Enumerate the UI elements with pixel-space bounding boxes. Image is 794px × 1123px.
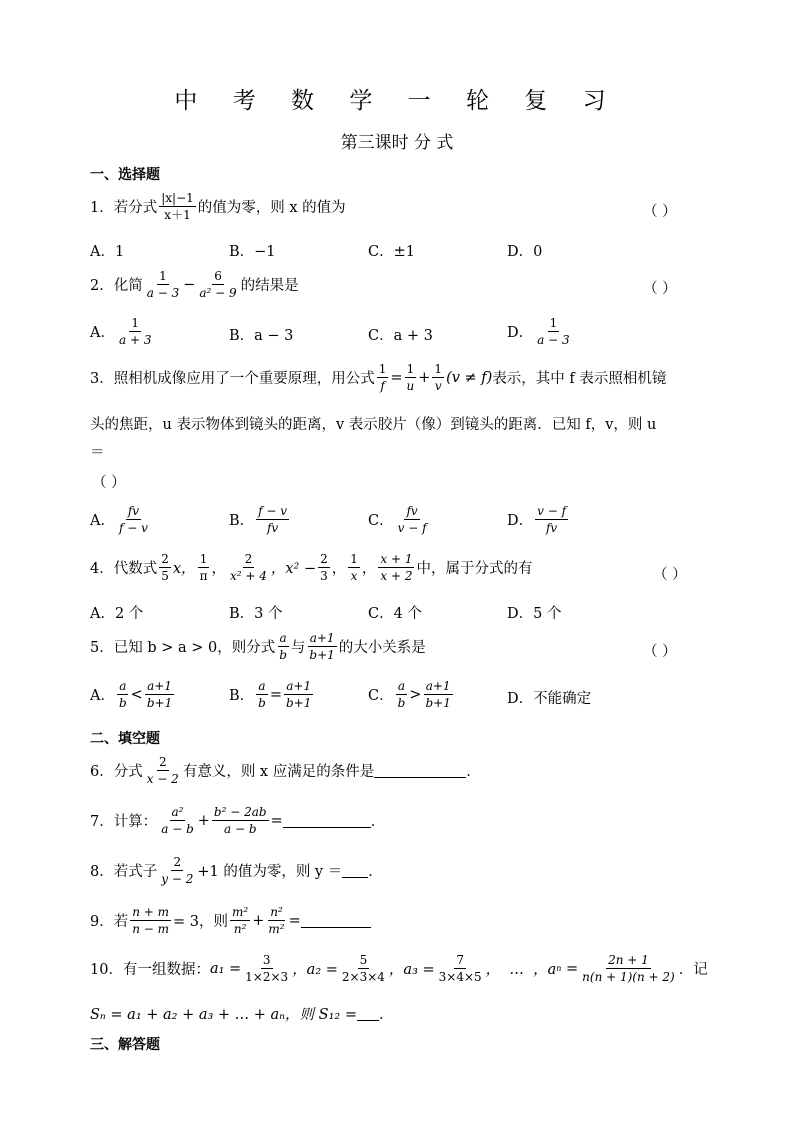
term-a2: ，a₂ =	[292, 962, 338, 978]
formula-fraction-f	[377, 363, 389, 392]
question-1	[90, 192, 346, 221]
question-7-fraction-1	[159, 806, 196, 835]
answer-blank-7[interactable]	[283, 813, 371, 828]
question-7-fraction-2	[212, 806, 269, 835]
fraction-numerator: 1	[159, 269, 167, 283]
fraction-denominator: n − m	[132, 922, 170, 936]
option-fraction-right	[284, 680, 313, 709]
fraction-denominator: 3	[320, 569, 328, 583]
question-10-line-1-suffix: ．记	[678, 962, 708, 978]
fraction-denominator: b+1	[286, 696, 312, 710]
fraction-denominator: n²	[233, 922, 247, 936]
question-8	[90, 856, 383, 885]
fraction-numerator: fv	[406, 504, 418, 518]
question-6-prefix: 6．分式	[90, 764, 143, 780]
option-label: D．	[507, 325, 534, 341]
question-8-fraction	[159, 856, 195, 885]
option-label: D．	[507, 513, 534, 529]
plus-sign: +	[418, 369, 431, 386]
expr-separator: ，	[361, 561, 377, 577]
relation-sign: <	[130, 686, 143, 703]
question-9-condition-fraction	[130, 906, 171, 935]
fraction-numerator: 2n + 1	[608, 953, 649, 967]
fraction-numerator: 5	[359, 953, 368, 967]
fraction-denominator: 1×2×3	[245, 970, 289, 984]
option-label: C．	[368, 688, 394, 704]
subscript-n: n	[556, 964, 562, 973]
question-8-middle: +1 的值为零，则 y ＝	[197, 864, 343, 880]
fraction-denominator: a² − 9	[199, 286, 237, 300]
answer-blank-6[interactable]	[374, 763, 466, 778]
answer-bracket-1: （ ）	[643, 204, 677, 220]
option-fraction-left	[117, 680, 129, 709]
question-5-fraction-1	[277, 632, 289, 661]
fraction-numerator: a+1	[147, 679, 172, 693]
fraction-denominator: a − 3	[146, 286, 180, 300]
fraction-denominator: b+1	[146, 696, 173, 710]
fraction-denominator: x + 2	[380, 569, 413, 583]
question-3-option-d	[507, 505, 570, 534]
fraction-numerator: 2	[158, 755, 167, 769]
fraction-numerator: f − v	[258, 504, 288, 518]
fraction-denominator: b	[118, 696, 127, 710]
expr-separator: ，x² −	[270, 561, 317, 577]
question-5-suffix: 的大小关系是	[338, 640, 426, 656]
fraction-denominator: x² + 4	[229, 569, 267, 583]
question-9-fraction-2	[266, 906, 286, 935]
expr-fraction-a	[159, 553, 171, 582]
fraction-denominator: v − f	[397, 521, 427, 535]
equals-sign: =	[288, 912, 301, 929]
fraction-denominator: f	[380, 379, 385, 393]
fraction-denominator: fv	[545, 521, 558, 535]
question-9-prefix: 9．若	[90, 914, 129, 930]
answer-blank-9[interactable]	[301, 913, 371, 928]
question-4-option-d: D．5 个	[507, 606, 562, 622]
option-label: A．	[90, 325, 115, 341]
fraction-numerator: a²	[171, 805, 184, 819]
fraction-numerator: a+1	[309, 631, 335, 645]
question-5-option-d: D．不能确定	[507, 691, 592, 707]
fraction-numerator: a	[258, 679, 266, 693]
option-fraction-left	[256, 680, 268, 709]
fraction-numerator: a+1	[425, 679, 451, 693]
page-subtitle: 第三课时 分 式	[340, 133, 454, 153]
option-fraction	[396, 505, 429, 534]
question-6-suffix: 有意义，则 x 应满足的条件是	[182, 764, 375, 780]
fraction-a1	[243, 954, 290, 983]
question-6-fraction	[145, 756, 181, 785]
sum-definition: Sₙ = a₁ + a₂ + a₃ + … + aₙ，则 S₁₂ =	[90, 1007, 357, 1023]
option-fraction	[256, 505, 289, 534]
question-2-fraction-1	[145, 270, 181, 299]
question-5-prefix: 5．已知 b > a > 0，则分式	[90, 640, 276, 656]
question-2-option-c: C．a + 3	[368, 328, 433, 344]
question-4-option-b: B．3 个	[229, 606, 283, 622]
plus-sign: +	[252, 912, 265, 929]
question-5-option-a	[90, 680, 176, 709]
answer-bracket-3: （ ）	[92, 475, 126, 491]
question-2-option-b: B．a − 3	[229, 328, 294, 344]
formula-fraction-u	[405, 363, 417, 392]
fraction-numerator: 1	[199, 552, 208, 566]
fraction-numerator: 2	[161, 552, 169, 566]
question-1-option-b: B．−1	[229, 244, 276, 260]
question-1-option-c: C．±1	[368, 244, 415, 260]
question-2-option-a	[90, 317, 155, 346]
period: ．	[378, 1007, 394, 1023]
fraction-numerator: b² − 2ab	[213, 805, 267, 819]
fraction-denominator: b	[279, 648, 287, 662]
question-9-fraction-1	[230, 906, 250, 935]
relation-sign: >	[409, 686, 422, 703]
fraction-denominator: 2×3×4	[341, 970, 385, 984]
option-label: C．	[368, 513, 394, 529]
option-fraction-right	[423, 680, 452, 709]
fraction-numerator: n²	[270, 905, 283, 919]
question-2-prefix: 2．化简	[90, 278, 143, 294]
question-2-fraction-2	[197, 270, 238, 299]
section-heading-fill-in: 二、填空题	[90, 731, 160, 747]
option-fraction	[117, 505, 150, 534]
expr-fraction-f	[378, 553, 414, 582]
fraction-denominator: f − v	[118, 521, 148, 535]
question-1-option-d: D．0	[507, 244, 543, 260]
expr-fraction-d	[318, 553, 330, 582]
answer-bracket-5: （ ）	[643, 644, 677, 660]
page-title: 中 考 数 学 一 轮 复 习	[174, 88, 620, 114]
option-fraction-left	[396, 680, 408, 709]
period: ．	[370, 814, 386, 830]
question-10-prefix: 10．有一组数据：	[90, 962, 210, 978]
relation-sign: =	[269, 686, 282, 703]
fraction-denominator: b	[258, 696, 266, 710]
question-6	[90, 756, 481, 785]
fraction-numerator: a	[397, 679, 406, 693]
question-4-option-a: A．2 个	[90, 606, 144, 622]
expr-fraction-e	[348, 553, 360, 582]
plus-sign: +	[197, 812, 210, 829]
fraction-numerator: 1	[378, 362, 387, 376]
fraction-denominator: u	[406, 379, 415, 393]
fraction-denominator: x	[350, 569, 358, 583]
term-a1: a₁ =	[209, 960, 242, 977]
section-heading-choice: 一、选择题	[90, 167, 160, 183]
question-2	[90, 270, 299, 299]
fraction-denominator: a − b	[161, 822, 194, 836]
fraction-numerator: a+1	[286, 679, 312, 693]
question-1-option-a: A．1	[90, 244, 125, 260]
option-label: B．	[229, 513, 255, 529]
fraction-numerator: 7	[456, 953, 464, 967]
question-7	[90, 806, 385, 835]
question-3-line-3: ＝	[90, 445, 105, 461]
fraction-denominator: y − 2	[161, 872, 194, 886]
fraction-numerator: x + 1	[380, 552, 413, 566]
fraction-denominator: v	[434, 379, 442, 393]
fraction-denominator: x＋1	[164, 208, 191, 222]
question-10-line-2	[90, 1003, 393, 1024]
ellipsis-term: ， … ，a	[485, 962, 557, 978]
question-2-option-d	[507, 317, 574, 346]
fraction-numerator: 3	[262, 953, 271, 967]
fraction-denominator: π	[199, 569, 208, 583]
fraction-numerator: n + m	[132, 905, 170, 919]
fraction-denominator: b	[397, 696, 406, 710]
question-4-suffix: 中，属于分式的有	[416, 561, 533, 577]
term-a3: ，a₃ =	[388, 962, 435, 978]
fraction-denominator: n(n + 1)(n + 2)	[582, 970, 675, 984]
option-fraction-right	[145, 680, 174, 709]
question-4-prefix: 4．代数式	[90, 561, 158, 577]
question-4-option-c: C．4 个	[368, 606, 422, 622]
question-3-option-c	[368, 505, 431, 534]
option-fraction	[535, 317, 571, 346]
period: ．	[466, 764, 481, 780]
expr-fraction-b	[198, 553, 210, 582]
answer-bracket-2: （ ）	[643, 281, 677, 297]
option-fraction	[117, 317, 153, 346]
question-3-prefix: 3．照相机成像应用了一个重要原理，用公式	[90, 371, 375, 387]
fraction-numerator: 2	[244, 552, 253, 566]
fraction-numerator: a	[279, 631, 287, 645]
fraction-denominator: 3×4×5	[438, 970, 482, 984]
question-3-option-a	[90, 505, 152, 534]
fraction-numerator: 2	[320, 552, 328, 566]
question-3-line-1	[90, 363, 666, 392]
answer-blank-8[interactable]	[342, 863, 368, 878]
fraction-numerator: 1	[131, 316, 140, 330]
expr-separator: ，	[211, 561, 226, 577]
fraction-denominator: a − b	[223, 822, 257, 836]
option-fraction	[535, 505, 568, 534]
question-8-prefix: 8．若式子	[90, 864, 158, 880]
question-1-fraction	[159, 192, 196, 221]
period: ．	[368, 864, 383, 880]
question-5-option-b	[229, 680, 315, 709]
fraction-numerator: v − f	[537, 504, 567, 518]
fraction-denominator: x − 2	[146, 772, 179, 786]
minus-sign: −	[183, 276, 196, 293]
question-5-connector: 与	[290, 640, 306, 656]
question-5-fraction-2	[307, 632, 336, 661]
formula-condition: (v ≠ f)	[446, 369, 493, 386]
fraction-numerator: |x|−1	[161, 191, 194, 205]
fraction-numerator: 1	[434, 362, 443, 376]
option-label: A．	[90, 513, 115, 529]
equals-sign: =	[561, 960, 579, 977]
fraction-numerator: m²	[232, 905, 249, 919]
fraction-denominator: m²	[268, 922, 285, 936]
fraction-numerator: 1	[549, 316, 558, 330]
section-heading-solve: 三、解答题	[90, 1037, 160, 1053]
question-1-suffix: 的值为零，则 x 的值为	[197, 200, 346, 216]
fraction-denominator: 5	[161, 569, 169, 583]
question-10-line-1	[90, 954, 708, 983]
question-2-suffix: 的结果是	[240, 278, 299, 294]
fraction-numerator: 1	[406, 362, 415, 376]
question-3-option-b	[229, 505, 291, 534]
question-5-option-c	[368, 680, 455, 709]
fraction-denominator: a − 3	[537, 333, 570, 347]
formula-fraction-v	[432, 363, 444, 392]
fraction-denominator: fv	[266, 521, 279, 535]
fraction-denominator: b+1	[425, 696, 451, 710]
expr-fraction-c	[228, 553, 269, 582]
fraction-denominator: b+1	[309, 648, 335, 662]
equals-sign: =	[390, 369, 403, 386]
question-3-line-2: 头的焦距，u 表示物体到镜头的距离，v 表示胶片（像）到镜头的距离．已知 f，v，则 u	[90, 417, 657, 433]
fraction-numerator: 6	[214, 269, 222, 283]
fraction-numerator: 2	[173, 855, 182, 869]
expr-separator: x，	[172, 561, 196, 577]
fraction-numerator: a	[119, 679, 127, 693]
answer-bracket-4: （ ）	[653, 567, 687, 583]
fraction-numerator: fv	[127, 504, 140, 518]
question-9-middle: = 3，则	[173, 914, 229, 930]
fraction-numerator: 1	[350, 552, 358, 566]
question-3-line-1-suffix: 表示，其中 f 表示照相机镜	[492, 371, 667, 387]
question-7-prefix: 7．计算：	[90, 814, 158, 830]
fraction-an	[580, 954, 677, 983]
fraction-a2	[340, 954, 387, 983]
answer-blank-10[interactable]	[357, 1006, 379, 1021]
expr-separator: ，	[331, 561, 347, 577]
fraction-a3	[437, 954, 484, 983]
fraction-denominator: a + 3	[118, 333, 152, 347]
option-label: B．	[229, 688, 255, 704]
question-1-prefix: 1．若分式	[90, 200, 158, 216]
equals-sign: =	[270, 812, 283, 829]
option-label: A．	[90, 688, 115, 704]
question-9	[90, 906, 371, 935]
question-4	[90, 553, 532, 582]
question-5	[90, 632, 426, 661]
